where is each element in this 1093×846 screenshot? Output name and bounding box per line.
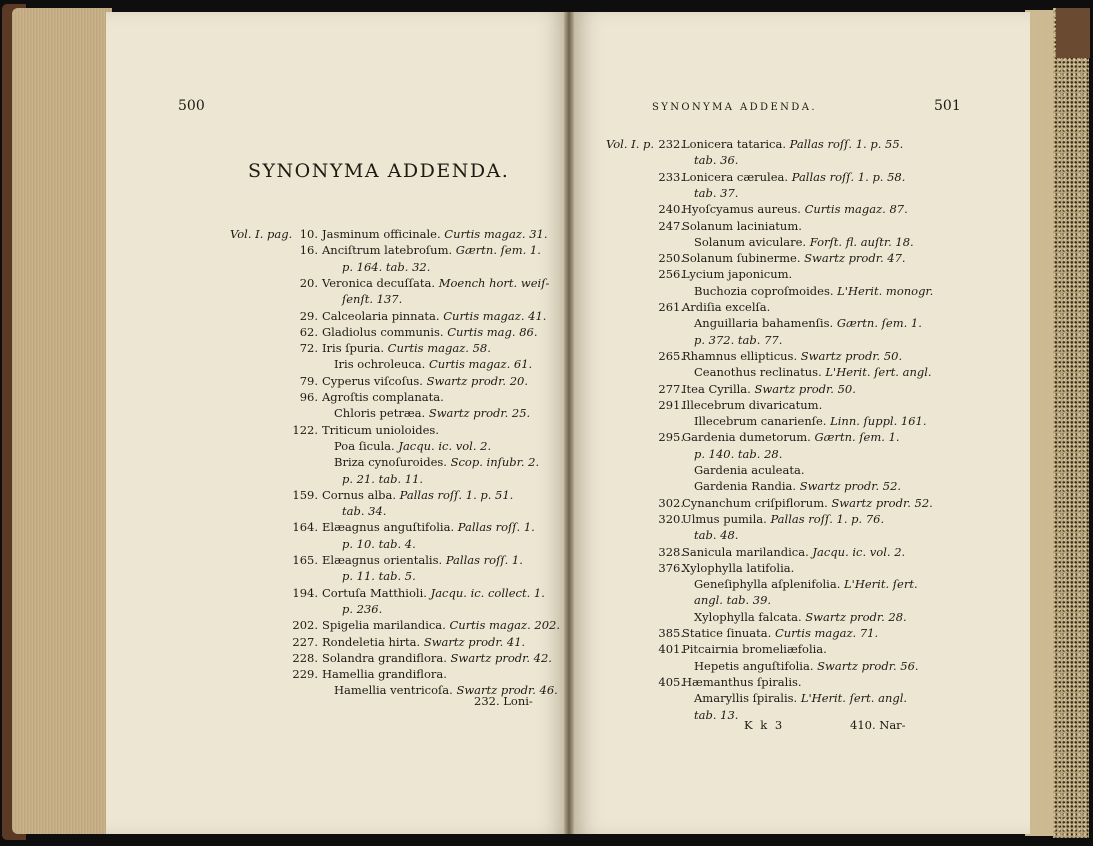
entry-number: 159. xyxy=(292,487,318,502)
entry-line xyxy=(682,266,792,282)
entry-line xyxy=(694,690,907,706)
citation: Pallas roſſ. 1. xyxy=(445,553,523,567)
species-name: Ceanothus reclinatus. xyxy=(694,365,826,380)
species-name: Sanicula marilandica. xyxy=(682,544,813,559)
right-cover xyxy=(1053,8,1089,838)
citation: Swartz prodr. 25. xyxy=(428,406,531,421)
book-gutter xyxy=(564,12,574,834)
citation: L'Herit. ſert. angl. xyxy=(800,691,908,706)
species-name: Ardiſia excelſa. xyxy=(682,300,771,314)
species-name: Ulmus pumila. xyxy=(682,511,771,526)
entry-line xyxy=(694,413,927,429)
entry-number: 291. xyxy=(658,397,684,412)
species-name: Cynanchum criſpiflorum. xyxy=(682,495,832,510)
left-page-edges xyxy=(12,8,112,834)
entry-number: 401. xyxy=(658,642,684,657)
species-name: Pitcairnia bromeliæfolia. xyxy=(682,642,827,657)
entry-number: 261. xyxy=(658,300,684,314)
entry-line xyxy=(682,201,908,217)
citation: Swartz prodr. 28. xyxy=(805,609,907,624)
entry-number: 229. xyxy=(292,667,318,682)
citation: p. 372. tab. 77. xyxy=(694,332,783,347)
entry-line xyxy=(342,471,423,487)
species-name: Anciſtrum latebroſum. xyxy=(322,243,456,258)
entry-number: 20. xyxy=(299,275,318,290)
entry-line xyxy=(322,324,538,340)
entry-line xyxy=(694,478,901,494)
right-page xyxy=(572,12,1030,834)
citation: Swartz prodr. 46. xyxy=(456,683,558,698)
citation: Gærtn. ſem. 1. xyxy=(814,430,900,445)
citation: Curtis magaz. 41. xyxy=(443,308,547,323)
entry-number: 62. xyxy=(299,324,318,339)
entry-line xyxy=(682,511,884,527)
species-name: Lonicera cærulea. xyxy=(682,169,792,184)
species-name: Chloris petræa. xyxy=(334,406,429,421)
species-name: Elæagnus anguſtifolia. xyxy=(322,520,458,535)
entry-number: 165. xyxy=(292,553,318,567)
entry-line xyxy=(694,364,932,380)
entry-line xyxy=(682,674,802,690)
entry-line xyxy=(322,373,528,389)
species-name: Cortuſa Matthioli. xyxy=(322,585,431,600)
entry-line xyxy=(322,634,525,650)
entry-number: 10. xyxy=(299,227,318,241)
left-page xyxy=(106,12,568,834)
page-title: SYNONYMA ADDENDA. xyxy=(248,160,510,182)
entry-line xyxy=(342,291,402,307)
entry-number: 405. xyxy=(658,674,684,689)
entry-line xyxy=(694,446,782,462)
species-name: Solanum ſubinerme. xyxy=(682,251,805,266)
species-name: Hæmanthus ſpiralis. xyxy=(682,674,802,689)
entry-line xyxy=(342,568,416,584)
entry-line xyxy=(322,422,439,438)
citation: ſenſt. 137. xyxy=(342,292,403,307)
entry-line xyxy=(694,527,738,543)
entry-line xyxy=(322,519,535,535)
citation: Swartz prodr. 47. xyxy=(804,251,906,266)
entry-line xyxy=(322,242,541,258)
citation: Moench hort. weiſ- xyxy=(438,275,550,290)
citation: Curtis magaz. 71. xyxy=(774,626,879,640)
entry-number: 328. xyxy=(658,544,684,559)
entry-number: 227. xyxy=(292,634,318,649)
species-name: Briza cynoſuroides. xyxy=(334,455,451,470)
species-name: Solanum laciniatum. xyxy=(682,218,802,233)
entry-number: 320. xyxy=(658,511,684,526)
entry-line xyxy=(322,617,560,633)
entry-line xyxy=(682,495,933,511)
entry-line xyxy=(682,544,905,560)
entry-line xyxy=(682,429,900,445)
entry-number: 265. xyxy=(658,348,684,363)
citation: Gærtn. ſem. 1. xyxy=(455,243,541,258)
entry-line xyxy=(322,666,447,682)
entry-number: 164. xyxy=(292,520,318,535)
species-name: Rhamnus ellipticus. xyxy=(682,348,801,363)
citation: tab. 48. xyxy=(694,528,739,543)
entry-line xyxy=(694,707,738,723)
entry-line xyxy=(322,275,549,291)
entry-line xyxy=(322,226,547,242)
species-name: Veronica decuſſata. xyxy=(322,275,439,290)
volume-reference: Vol. I. pag. xyxy=(230,227,293,241)
entry-number: 96. xyxy=(299,390,318,404)
entry-line xyxy=(342,601,382,617)
citation: Swartz prodr. 52. xyxy=(831,495,933,510)
entry-number: 385. xyxy=(658,626,684,640)
entry-line xyxy=(682,641,827,657)
entry-line xyxy=(694,152,738,168)
citation: Swartz prodr. 20. xyxy=(426,373,528,388)
page-number: 501 xyxy=(934,98,961,114)
entry-line xyxy=(682,250,906,266)
citation: Pallas roſſ. 1. p. 58. xyxy=(791,169,906,184)
citation: Swartz prodr. 42. xyxy=(450,650,552,665)
catchword: 232. Loni- xyxy=(474,694,533,708)
entry-line xyxy=(694,283,933,299)
citation: Swartz prodr. 41. xyxy=(423,634,526,649)
species-name: Buchozia coproſmoides. xyxy=(694,283,838,298)
citation: p. 140. tab. 28. xyxy=(694,446,783,461)
entry-line xyxy=(694,332,782,348)
entry-line xyxy=(334,405,530,421)
entry-number: 247. xyxy=(658,218,684,233)
entry-number: 233. xyxy=(658,169,684,184)
citation: L'Herit. ſert. angl. xyxy=(825,365,932,380)
entry-line xyxy=(694,576,918,592)
entry-number: 232. xyxy=(658,137,684,151)
entry-line xyxy=(694,234,914,250)
entry-number: 302. xyxy=(658,495,684,510)
species-name: Rondeletia hirta. xyxy=(322,634,424,649)
species-name: Geneſiphylla aſplenifolia. xyxy=(694,577,845,592)
entry-line xyxy=(682,136,903,152)
citation: p. 236. xyxy=(342,601,383,616)
citation: Jacqu. ic. vol. 2. xyxy=(398,438,492,453)
entry-line xyxy=(682,560,794,576)
entry-line xyxy=(322,650,552,666)
entry-line xyxy=(682,169,905,185)
species-name: Gardenia aculeata. xyxy=(694,463,805,477)
entry-number: 376. xyxy=(658,560,684,575)
species-name: Cornus alba. xyxy=(322,487,400,502)
citation: Curtis magaz. 61. xyxy=(428,357,533,372)
entry-line xyxy=(334,356,532,372)
citation: tab. 36. xyxy=(694,153,739,168)
entry-line xyxy=(342,503,386,519)
citation: p. 21. tab. 11. xyxy=(342,471,424,486)
entry-line xyxy=(322,552,523,568)
entry-line xyxy=(322,308,546,324)
citation: Linn. ſuppl. 161. xyxy=(830,414,927,429)
species-name: Illecebrum canarienſe. xyxy=(694,414,831,429)
species-name: Solanum aviculare. xyxy=(694,234,810,249)
entry-line xyxy=(682,218,802,234)
citation: Swartz prodr. 56. xyxy=(817,658,919,673)
entry-line xyxy=(682,625,878,641)
entry-line xyxy=(694,315,922,331)
citation: Pallas roſſ. 1. xyxy=(457,520,535,535)
entry-number: 277. xyxy=(658,381,684,396)
volume-reference: Vol. I. p. xyxy=(606,137,655,151)
entry-number: 194. xyxy=(292,585,318,600)
catchword: 410. Nar- xyxy=(850,718,906,732)
species-name: Calceolaria pinnata. xyxy=(322,308,444,323)
citation: Swartz prodr. 50. xyxy=(754,381,856,396)
citation: Jacqu. ic. collect. 1. xyxy=(430,585,545,600)
species-name: Elæagnus orientalis. xyxy=(322,553,446,567)
entry-number: 16. xyxy=(299,243,318,258)
citation: Jacqu. ic. vol. 2. xyxy=(812,544,906,559)
entry-line xyxy=(682,397,822,413)
citation: Curtis magaz. 31. xyxy=(444,227,548,241)
citation: L'Herit. ſert. xyxy=(844,577,918,592)
species-name: Solandra grandiflora. xyxy=(322,650,451,665)
citation: p. 11. tab. 5. xyxy=(342,569,416,584)
entry-number: 295. xyxy=(658,430,684,445)
species-name: Iris ſpuria. xyxy=(322,341,388,356)
citation: angl. tab. 39. xyxy=(694,593,772,608)
entry-line xyxy=(322,340,491,356)
species-name: Gardenia Randia. xyxy=(694,479,800,494)
citation: tab. 34. xyxy=(342,504,387,519)
species-name: Hyoſcyamus aureus. xyxy=(682,202,805,217)
citation: Gærtn. ſem. 1. xyxy=(836,316,922,331)
species-name: Hepetis anguſtifolia. xyxy=(694,658,818,673)
entry-number: 256. xyxy=(658,267,684,282)
species-name: Illecebrum divaricatum. xyxy=(682,397,823,412)
citation: Scop. inſubr. 2. xyxy=(450,455,540,470)
species-name: Hamellia grandiflora. xyxy=(322,667,447,682)
citation: Swartz prodr. 50. xyxy=(800,348,903,363)
citation: L'Herit. monogr. xyxy=(837,283,934,298)
page-number: 500 xyxy=(178,98,205,114)
species-name: Itea Cyrilla. xyxy=(682,381,755,396)
entry-number: 122. xyxy=(292,422,318,437)
citation: tab. 13. xyxy=(694,707,739,722)
species-name: Hamellia ventricoſa. xyxy=(334,683,457,698)
citation: Curtis magaz. 58. xyxy=(387,341,491,356)
citation: p. 164. tab. 32. xyxy=(342,259,431,274)
signature-mark: K k 3 xyxy=(744,718,785,732)
entry-line xyxy=(694,462,804,478)
citation: Curtis mag. 86. xyxy=(447,324,538,339)
entry-line xyxy=(334,454,539,470)
citation: Pallas roſſ. 1. p. 76. xyxy=(770,511,885,526)
entry-line xyxy=(342,536,416,552)
species-name: Spigelia marilandica. xyxy=(322,618,450,633)
entry-line xyxy=(334,438,491,454)
entry-line xyxy=(682,381,856,397)
species-name: Anguillaria bahamenſis. xyxy=(694,316,837,331)
entry-number: 202. xyxy=(292,618,318,633)
species-name: Gladiolus communis. xyxy=(322,324,448,339)
entry-number: 240. xyxy=(658,202,684,217)
entry-line xyxy=(682,299,770,315)
entry-line xyxy=(694,658,919,674)
entry-line xyxy=(322,585,545,601)
species-name: Xylophylla falcata. xyxy=(694,609,806,624)
citation: Pallas roſſ. 1. p. 55. xyxy=(789,137,904,151)
species-name: Poa ſicula. xyxy=(334,438,399,453)
entry-line xyxy=(694,592,771,608)
running-head: SYNONYMA ADDENDA. xyxy=(652,102,817,113)
species-name: Xylophylla latifolia. xyxy=(682,560,795,575)
species-name: Gardenia dumetorum. xyxy=(682,430,815,445)
entry-number: 29. xyxy=(299,308,318,323)
citation: Pallas roſſ. 1. p. 51. xyxy=(399,487,514,502)
species-name: Lonicera tatarica. xyxy=(682,137,790,151)
entry-line xyxy=(694,185,738,201)
species-name: Agroſtis complanata. xyxy=(322,390,444,404)
entry-line xyxy=(322,389,444,405)
right-cover-corner xyxy=(1056,8,1090,58)
entry-number: 250. xyxy=(658,251,684,266)
entry-line xyxy=(682,348,902,364)
species-name: Statice ſinuata. xyxy=(682,626,775,640)
species-name: Lycium japonicum. xyxy=(682,267,793,282)
species-name: Cyperus viſcoſus. xyxy=(322,373,427,388)
citation: p. 10. tab. 4. xyxy=(342,536,416,551)
citation: tab. 37. xyxy=(694,185,739,200)
entry-line xyxy=(694,609,907,625)
citation: Swartz prodr. 52. xyxy=(799,479,902,494)
entry-number: 228. xyxy=(292,650,318,665)
entry-number: 72. xyxy=(299,341,318,356)
species-name: Jasminum officinale. xyxy=(322,227,445,241)
entry-line xyxy=(342,259,430,275)
species-name: Iris ochroleuca. xyxy=(334,357,429,372)
citation: Curtis magaz. 202. xyxy=(449,618,560,633)
citation: Forſt. fl. auſtr. 18. xyxy=(809,234,914,249)
species-name: Triticum unioloides. xyxy=(322,422,439,437)
entry-line xyxy=(322,487,513,503)
citation: Curtis magaz. 87. xyxy=(804,202,908,217)
species-name: Amaryllis ſpiralis. xyxy=(694,691,801,706)
entry-number: 79. xyxy=(299,373,318,388)
